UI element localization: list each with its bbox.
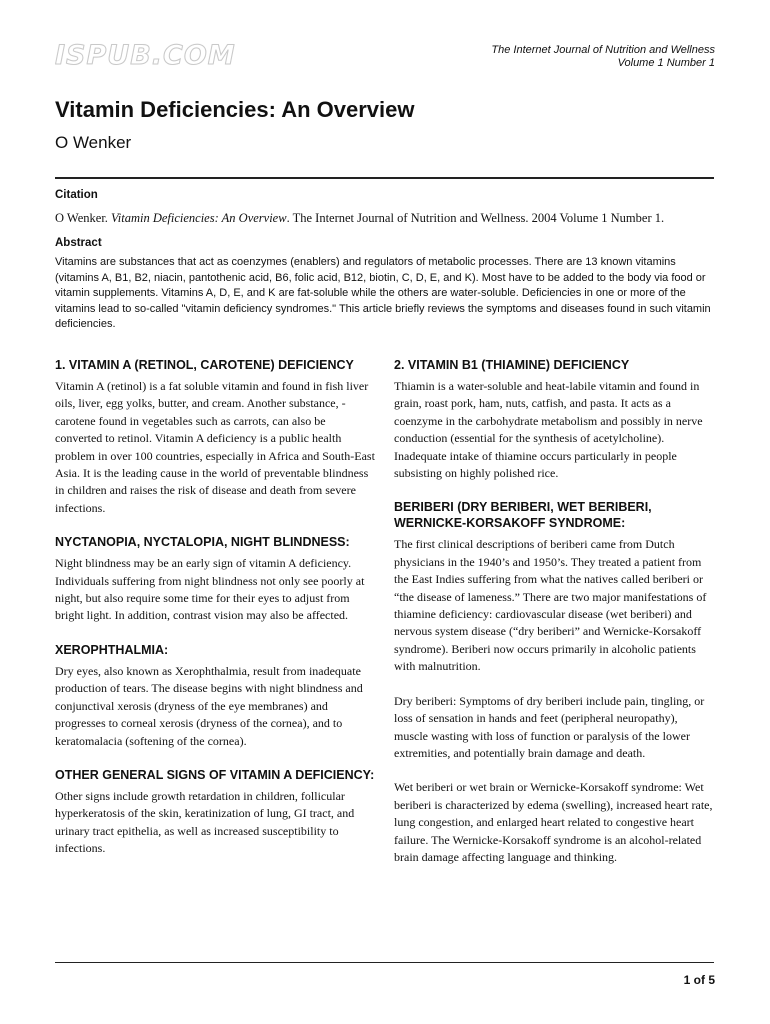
abstract-label: Abstract — [55, 237, 102, 249]
section-heading-night-blindness: NYCTANOPIA, NYCTALOPIA, NIGHT BLINDNESS: — [55, 535, 350, 550]
journal-name: The Internet Journal of Nutrition and Wellness — [491, 44, 715, 56]
section-heading-vitamin-b1: 2. VITAMIN B1 (THIAMINE) DEFICIENCY — [394, 358, 630, 372]
paragraph-dry-beriberi: Dry beriberi: Symptoms of dry beriberi include pain, tingling, or loss of sensation in hands and feet (peripheral neuropathy), muscle wasting with loss of function or paralysis of the lower extremities, and potentially brain damage and death. — [394, 693, 705, 760]
paragraph-general-signs: Other signs include growth retardation in children, follicular hyperkeratosis of the skin, keratinization of lung, GI tract, and urinary tract epithelia, as well as increased susceptibility to infections. — [55, 788, 355, 856]
citation-label: Citation — [55, 189, 98, 201]
paragraph-xerophthalmia: Dry eyes, also known as Xerophthalmia, result from inadequate production of tears. The disease begins with night blindness and conjunctival xerosis (dryness of the eye membranes) and progresses to corneal xerosis (dryness of the cornea), and to keratomalacia (softening of the cornea). — [55, 663, 363, 748]
paragraph-beriberi: The first clinical descriptions of beriberi came from Dutch physicians in the 1940’s and 1950’s. They treated a patient from the East Indies suffering from what the natives called beriberi or “the disease of lameness.” There are two major manifestations of thiamine deficiency: cardiovascular disease (wet beriberi) and nervous system disease (“dry beriberi” and Wernicke-Korsakoff syndrome). Beriberi now occurs primarily in alcoholic patients with malnutrition. — [394, 537, 707, 674]
section-heading-vitamin-a: 1. VITAMIN A (RETINOL, CAROTENE) DEFICIENCY — [55, 358, 354, 372]
section-heading-beriberi: BERIBERI (DRY BERIBERI, WET BERIBERI, WERNICKE-KORSAKOFF SYNDROME: — [394, 500, 652, 531]
citation-title: Vitamin Deficiencies: An Overview — [111, 211, 287, 225]
section-heading-xerophthalmia: XEROPHTHALMIA: — [55, 642, 169, 657]
abstract-text: Vitamins are substances that act as coenzymes (enablers) and regulators of metabolic processes. There are 13 known vitamins (vitamins A, B1, B2, niacin, pantothenic acid, B6, folic acid, B12, biotin, C, D, E, and K). Most have to be added to the body via food or vitamin supplements. Vitamins A, D, E, and K are fat-soluble while the others are water-soluble. Deficiencies in one or more of the vitamins lead to so-called "vitamin deficiency syndromes." This article briefly reviews the symptoms and diseases found in such vitamin deficiencies. — [55, 256, 711, 330]
paragraph-wet-beriberi: Wet beriberi or wet brain or Wernicke-Korsakoff syndrome: Wet beriberi is characterized by edema (swelling), increased heart rate, lung congestion, and enlarged heart related to congestive heart failure. The Wernicke-Korsakoff syndrome is an alcohol-related brain damage affecting language and thinking. — [394, 780, 713, 864]
citation-rest: . The Internet Journal of Nutrition and Wellness. 2004 Volume 1 Number 1. — [286, 211, 665, 225]
header-divider — [55, 177, 714, 179]
citation-text — [55, 211, 664, 226]
citation-author: O Wenker. — [55, 211, 112, 225]
paragraph-vitamin-b1: Thiamin is a water-soluble and heat-labile vitamin and found in grain, roast pork, ham, nuts, catfish, and pasta. It acts as a coenzyme in the carbohydrate metabolism and possibly in nerve conduction (essential for the synthesis of acetylcholine). Inadequate intake of thiamine occurs particularly in people subsisting on highly polished rice. — [394, 379, 703, 481]
right-column — [394, 357, 714, 880]
ispub-logo: ISPUB.COM — [55, 40, 236, 71]
article-title: Vitamin Deficiencies: An Overview — [55, 97, 415, 122]
article-author: O Wenker — [55, 133, 132, 152]
paragraph-night-blindness: Night blindness may be an early sign of vitamin A deficiency. Individuals suffering from night blindness not only see poorly at night, but also require some time for their eyes to adjust from bright light. In addition, contrast vision may also be affected. — [55, 556, 365, 623]
paragraph-vitamin-a: Vitamin A (retinol) is a fat soluble vitamin and found in fish liver oils, liver, egg yolks, butter, and cream. Another substance, -carotene found in vegetables such as carrots, can also be converted to retinol. Vitamin A deficiency is a public health problem in over 100 countries, especially in Africa and South-East Asia. It is the leading cause in the world of preventable blindness in children and raises the risk of disease and death from severe infections. — [55, 379, 375, 515]
left-column — [55, 357, 375, 872]
page-number: 1 of 5 — [683, 973, 715, 987]
journal-volume: Volume 1 Number 1 — [617, 57, 715, 69]
section-heading-general-signs: OTHER GENERAL SIGNS OF VITAMIN A DEFICIENCY: — [55, 767, 375, 782]
footer-divider — [55, 962, 714, 963]
journal-header — [491, 44, 715, 70]
